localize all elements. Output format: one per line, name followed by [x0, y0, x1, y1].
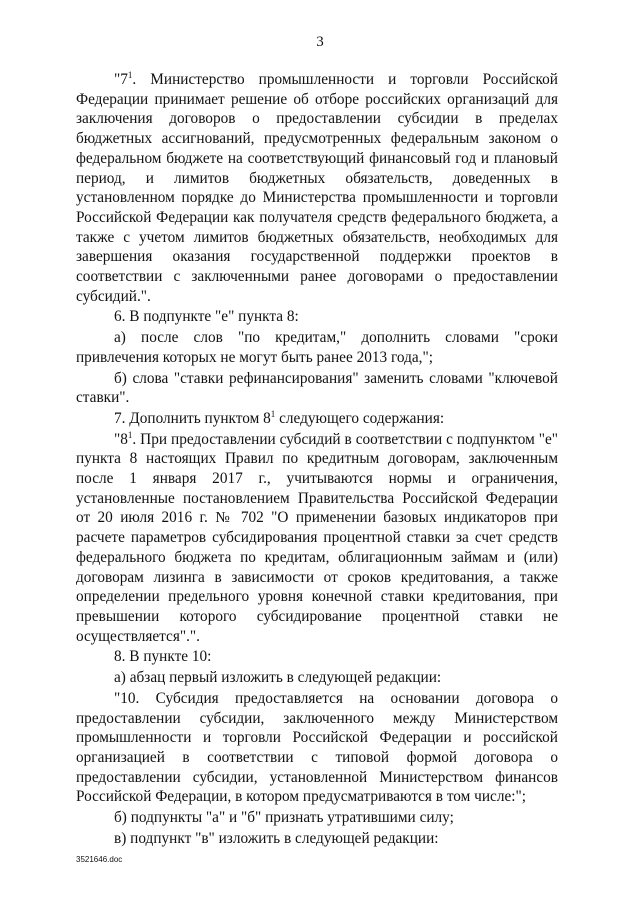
paragraph-10: "10. Субсидия предоставляется на основании договора о предоставлении субсидии, заключенного между Министерством промышленности и торговли Российской Федерации и российской организацией в соответствии с типовой формой договора о предоставлении субсидии, установленной Министерством финансов Российской Федерации, в котором предусматриваются в том числе:"; [76, 689, 558, 806]
paragraph-item-7: 7. Дополнить пунктом $8^1$ следующего содержания: [114, 408, 445, 427]
document-body [76, 70, 558, 848]
paragraph-item-6a: а) после слов "по кредитам," дополнить словами "сроки привлечения которых не могут быть ранее 2013 года,"; [76, 329, 558, 366]
paragraph-8-1: "$8^1$. При предоставлении субсидий в соответствии с подпунктом "е" пункта 8 настоящих Правил по кредитным договорам, заключенным после 1 января 2017 г., учитываются нормы и ограничения, установленные постановлением Правительства Российской Федерации от 20 июля 2016 г. № 702 "О применении базовых индикаторов при расчете параметров субсидирования процентной ставки за счет средств федерального бюджета по кредитам, облигационным займам и (или) договорам лизинга в зависимости от сроков кредитования, а также определении предельного уровня конечной ставки кредитования, при превышении которого субсидирование процентной ставки не осуществляется".". [76, 429, 558, 645]
paragraph-item-6b: б) слова "ставки рефинансирования" заменить словами "ключевой ставки". [76, 369, 558, 407]
page-number: 3 [316, 34, 324, 50]
document-footer: 3521646.doc [76, 855, 123, 864]
paragraph-item-8b: б) подпункты "а" и "б" признать утратившими силу; [114, 809, 454, 827]
paragraph-item-8a: а) абзац первый изложить в следующей редакции: [114, 669, 442, 687]
paragraph-item-8v: в) подпункт "в" изложить в следующей редакции: [114, 829, 439, 847]
paragraph-item-8: 8. В пункте 10: [114, 648, 212, 666]
paragraph-item-6: 6. В подпункте "е" пункта 8: [114, 308, 299, 326]
paragraph-7-1: "$7^1$. Министерство промышленности и торговли Российской Федерации принимает решение об отборе российских организаций для заключения договоров о предоставлении субсидии в пределах бюджетных ассигнований, предусмотренных федеральным законом о федеральном бюджете на соответствующий финансовый год и плановый период, и лимитов бюджетных обязательств, доведенных в установленном порядке до Министерства промышленности и торговли Российской Федерации как получателя средств федерального бюджета, а также с учетом лимитов бюджетных обязательств, необходимых для завершения оказания государственной поддержки проектов в соответствии с заключенными ранее договорами о предоставлении субсидий.". [76, 70, 558, 305]
